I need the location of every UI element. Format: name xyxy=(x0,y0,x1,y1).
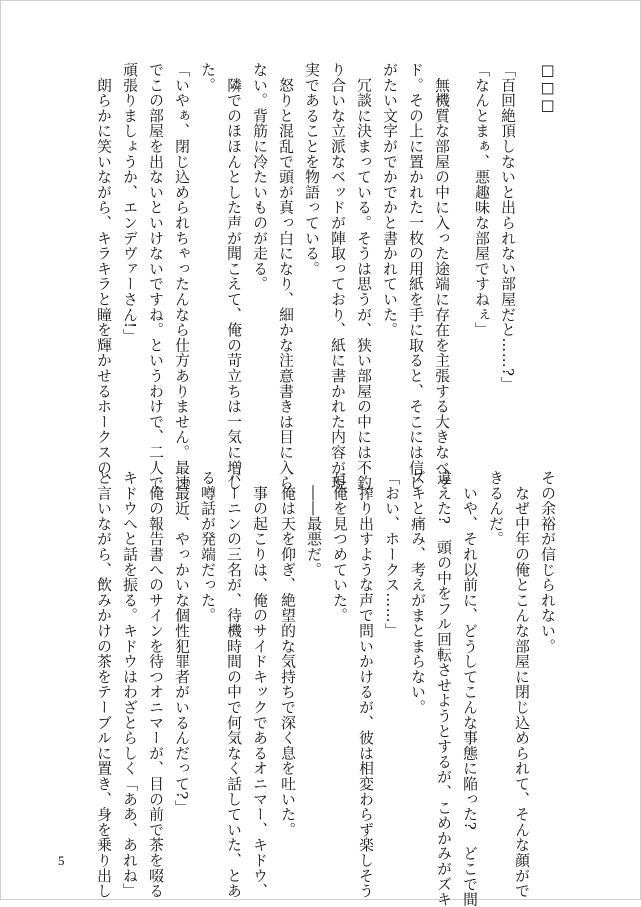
text-line: ――最悪だ。 xyxy=(305,470,322,578)
text-line: ド。その上に置かれた一枚の用紙を手に取ると、そこには信じ xyxy=(407,62,424,491)
text-line: ない。背筋に冷たいものが走る。 xyxy=(251,62,268,292)
text-line: 「いやぁ、閉じ込められちゃったんなら仕方ありません。最速 xyxy=(173,62,190,491)
text-line: 事の起こりは、俺のサイドキックであるオニマー、キドウ、 xyxy=(251,470,268,899)
text-line: 違えた? 頭の中をフル回転させようとするが、こめかみがズキ xyxy=(435,470,452,907)
text-line: ズキと痛み、考えがまとまらない。 xyxy=(409,470,426,715)
text-line: に俺を見つめていた。 xyxy=(331,470,348,623)
text-line: □□□ xyxy=(539,62,556,115)
text-line: た。 xyxy=(199,62,216,93)
bottom-text-block xyxy=(90,470,560,907)
text-line: 実であることを物語っている。 xyxy=(303,62,320,277)
text-line: 無機質な部屋の中に入った途端に存在を主張する大きなベッ xyxy=(433,62,450,491)
text-line: り合いな立派なベッドが陣取っており、紙に書かれた内容が現 xyxy=(329,62,346,491)
text-line: 「おい、ホークス……」 xyxy=(383,470,400,639)
text-line: がたい文字がでかでかと書かれていた。 xyxy=(381,62,398,338)
text-line: 「百回絶頂しないと出られない部屋だと……?」 xyxy=(499,62,516,392)
text-line: いや、それ以前に、どうしてこんな事態に陥った? どこで間 xyxy=(461,470,478,907)
text-line: 「最近、やっかいな個性犯罪者がいるんだって?」 xyxy=(173,470,190,816)
text-line: る噂話が発端だった。 xyxy=(199,470,216,623)
top-text-block xyxy=(90,62,560,491)
text-line: と言いながら、飲みかけの茶をテーブルに置き、身を乗り出し xyxy=(95,470,112,899)
text-line: 冗談に決まっている。そうは思うが、狭い部屋の中には不釣 xyxy=(355,62,372,491)
text-line: 俺は天を仰ぎ、絶望的な気持ちで深く息を吐いた。 xyxy=(279,470,296,838)
text-line: バーニンの三名が、待機時間の中で何気なく話していた、とあ xyxy=(225,470,242,899)
text-line: でこの部屋を出ないといけないですね。というわけで、二人で xyxy=(147,62,164,491)
text-line: なぜ中年の俺とこんな部屋に閉じ込められて、そんな顔がで xyxy=(513,470,530,899)
page-number: 5 xyxy=(58,853,65,868)
text-line: キドウへと話を振る。キドウはわざとらしく「ああ、あれね」 xyxy=(121,470,138,899)
text-line: 搾り出すような声で問いかけるが、彼は相変わらず楽しそう xyxy=(357,470,374,899)
text-line: 隣でのほほんとした声が聞こえて、俺の苛立ちは一気に増し xyxy=(225,62,242,491)
text-line: 俺の報告書へのサインを待つオニマーが、目の前で茶を啜る xyxy=(147,470,164,899)
text-line: 朗らかに笑いながら、キラキラと瞳を輝かせるホークスの、 xyxy=(95,62,112,491)
text-line: その余裕が信じられない。 xyxy=(539,470,556,654)
text-line: 怒りと混乱で頭が真っ白になり、細かな注意書きは目に入ら xyxy=(277,62,294,491)
text-line: 頑張りましょうか、エンデヴァーさん!」 xyxy=(121,62,138,344)
text-line: きるんだ。 xyxy=(487,470,504,547)
text-line: 「なんとまぁ、悪趣味な部屋ですねぇ」 xyxy=(473,62,490,338)
